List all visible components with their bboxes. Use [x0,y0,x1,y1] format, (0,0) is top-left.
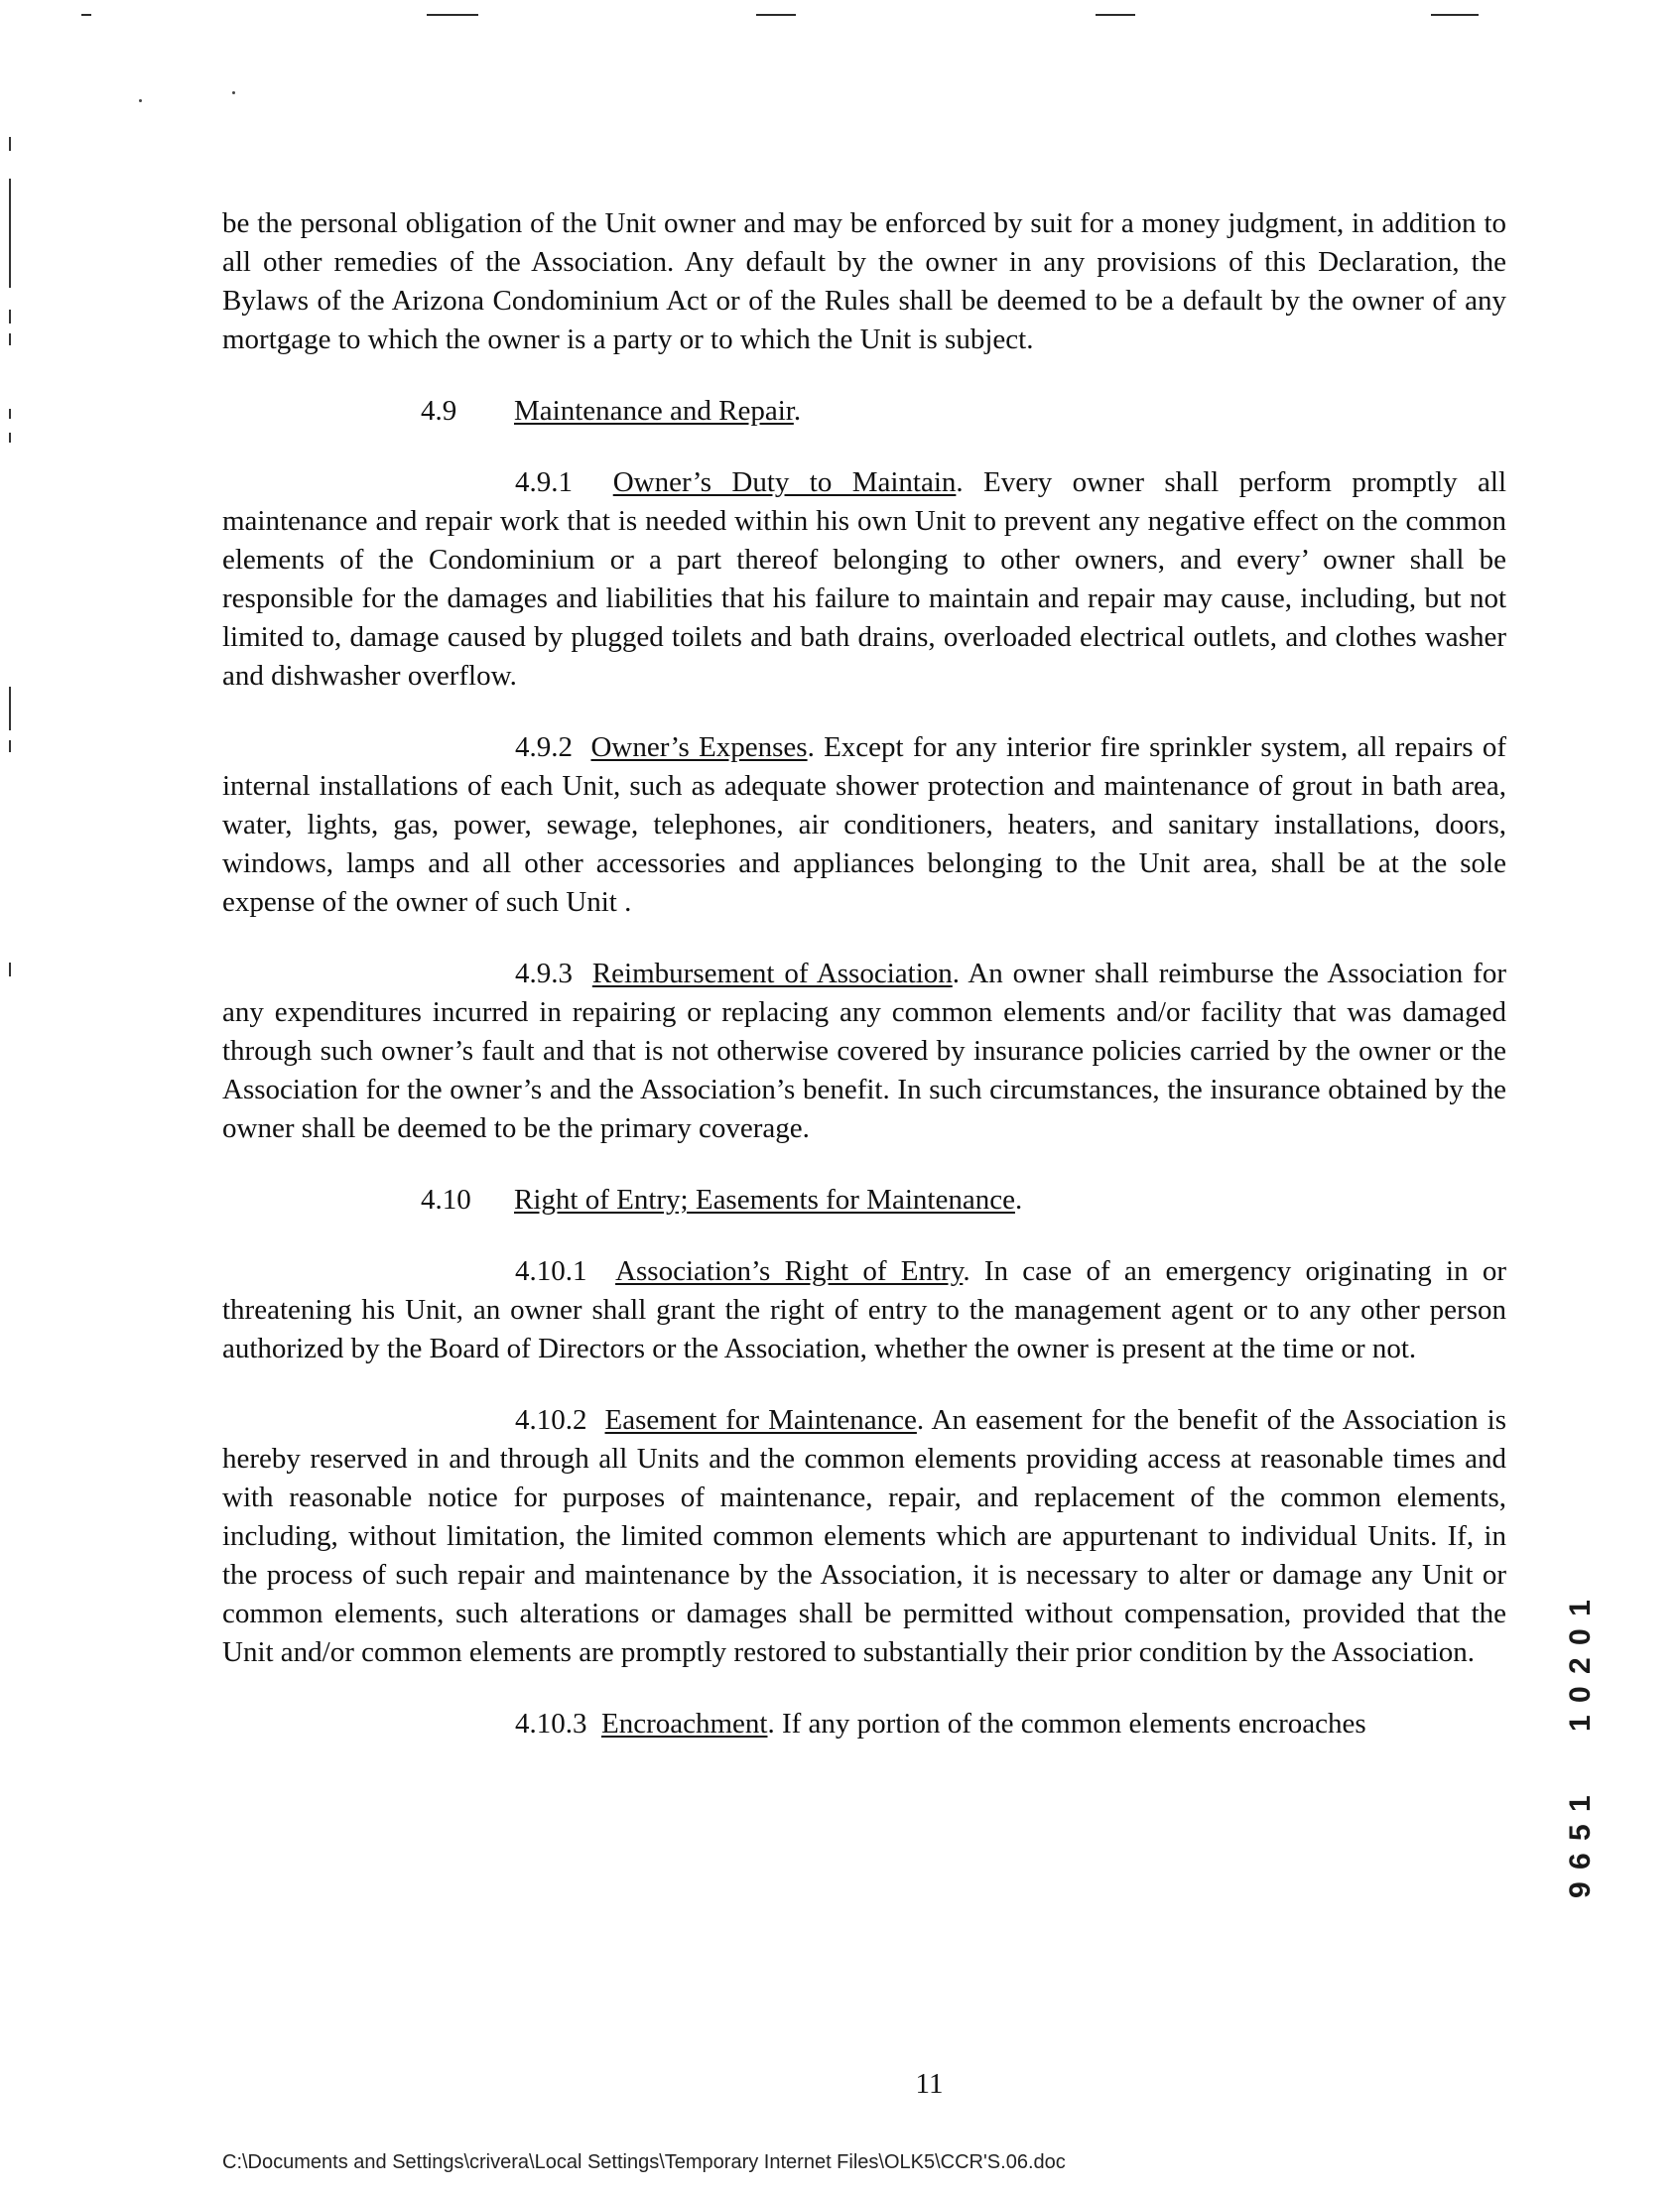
subsection-number: 4.10.3 [515,1708,587,1740]
section-title-tail: . [1014,1184,1023,1216]
section-heading-4-9 [222,392,1506,431]
subsection-text: . In case of an emergency originating in or threatening his Unit, an owner shall grant the right of entry to the management agent or to any other person authorized by the Board of Directors or the Association, whether the owner is present at the time or not. [222,1255,1507,1364]
scan-mark [9,963,11,976]
subsection-4-9-3 [222,955,1506,1148]
subsection-4-10-3 [222,1705,1506,1743]
scan-mark [81,14,91,16]
section-title-tail: . [793,395,802,427]
footer-file-path: C:\Documents and Settings\crivera\Local Settings\Temporary Internet Files\OLK5\CCR'S.06.doc [222,2151,1066,2173]
subsection-4-10-1 [222,1252,1506,1368]
section-number: 4.9 [421,395,457,427]
scan-mark [1431,14,1479,16]
paragraph-text: be the personal obligation of the Unit owner and may be enforced by suit for a money judgment, in addition to all other remedies of the Association. Any default by the owner in any provisions of this Declaration, the Bylaws of the Arizona Condominium Act or of the Rules shall be deemed to be a default by the owner of any mortgage to which the owner is a party or to which the Unit is subject. [222,207,1506,355]
subsection-title: Encroachment [601,1708,768,1740]
scan-mark [756,14,796,16]
subsection-4-9-2 [222,728,1506,922]
subsection-text: . Except for any interior fire sprinkler system, all repairs of internal installations of each Unit, such as adequate shower protection and maintenance of grout in bath area, water, lights, gas, power, sewage, telephones, air conditioners, heaters, and sanitary installations, doors, windows, lamps and all other accessories and appliances belonging to the Unit area, shall be at the sole expense of the owner of such Unit . [222,731,1506,918]
subsection-4-9-1 [222,463,1506,696]
subsection-4-10-2 [222,1401,1506,1672]
scan-mark [9,179,11,288]
scan-mark [9,333,11,345]
scan-mark [1096,14,1135,16]
section-heading-4-10 [222,1181,1506,1220]
scan-mark [9,687,11,730]
scan-mark [9,409,11,419]
subsection-text: . An owner shall reimburse the Association for any expenditures incurred in repairing or replacing any common elements and/or facility that was damaged through such owner’s fault and that is not otherwise covered by insurance policies carried by the owner or the Association for the owner’s and the Association’s benefit. In such circumstances, the insurance obtained by the owner shall be deemed to be the primary coverage. [222,958,1506,1144]
subsection-text: . Every owner shall perform promptly all maintenance and repair work that is needed within his own Unit to prevent any negative effect on the common elements of the Condominium or a part thereof belonging to other owners, and every’ owner shall be responsible for the damages and liabilities that his failure to maintain and repair may cause, including, but not limited to, damage caused by plugged toilets and bath drains, overloaded electrical outlets, and clothes washer and dishwasher overflow. [222,466,1506,692]
subsection-number: 4.10.2 [515,1404,587,1436]
recording-stamp-upper: 1 0 2 0 1 [1564,1598,1597,1733]
page-number: 11 [915,2068,944,2100]
recording-stamp-lower: 9 6 5 1 [1564,1793,1597,1898]
subsection-title: Owner’s Expenses [590,731,808,763]
scan-speck [232,91,235,94]
subsection-number: 4.9.3 [515,958,573,989]
scan-mark [9,433,11,443]
subsection-text: . If any portion of the common elements encroaches [767,1708,1366,1740]
body-text [222,204,1506,1743]
scan-mark [9,310,11,323]
subsection-text: . An easement for the benefit of the Association is hereby reserved in and through all Units and the common elements providing access at reasonable times and with reasonable notice for purposes of maintenance, repair, and replacement of the common elements, including, without limitation, the limited common elements which are appurtenant to individual Units. If, in the process of such repair and maintenance by the Association, it is necessary to alter or damage any Unit or common elements, such alterations or damages shall be permitted without compensation, provided that the Unit and/or common elements are promptly restored to substantially their prior condition by the Association. [222,1404,1506,1668]
subsection-number: 4.9.1 [515,466,573,498]
subsection-title: Owner’s Duty to Maintain [612,466,957,498]
scan-speck [139,99,142,102]
subsection-title: Reimbursement of Association [591,958,953,989]
scan-mark [9,137,11,151]
subsection-title: Association’s Right of Entry [615,1255,964,1287]
paragraph-continuation [222,204,1506,359]
subsection-number: 4.10.1 [515,1255,587,1287]
scan-mark [427,14,478,16]
section-number: 4.10 [421,1184,471,1216]
subsection-number: 4.9.2 [515,731,573,763]
section-title: Maintenance and Repair [514,395,794,427]
subsection-title: Easement for Maintenance [604,1404,917,1436]
section-title: Right of Entry; Easements for Maintenance [514,1184,1015,1216]
scan-mark [9,740,11,752]
